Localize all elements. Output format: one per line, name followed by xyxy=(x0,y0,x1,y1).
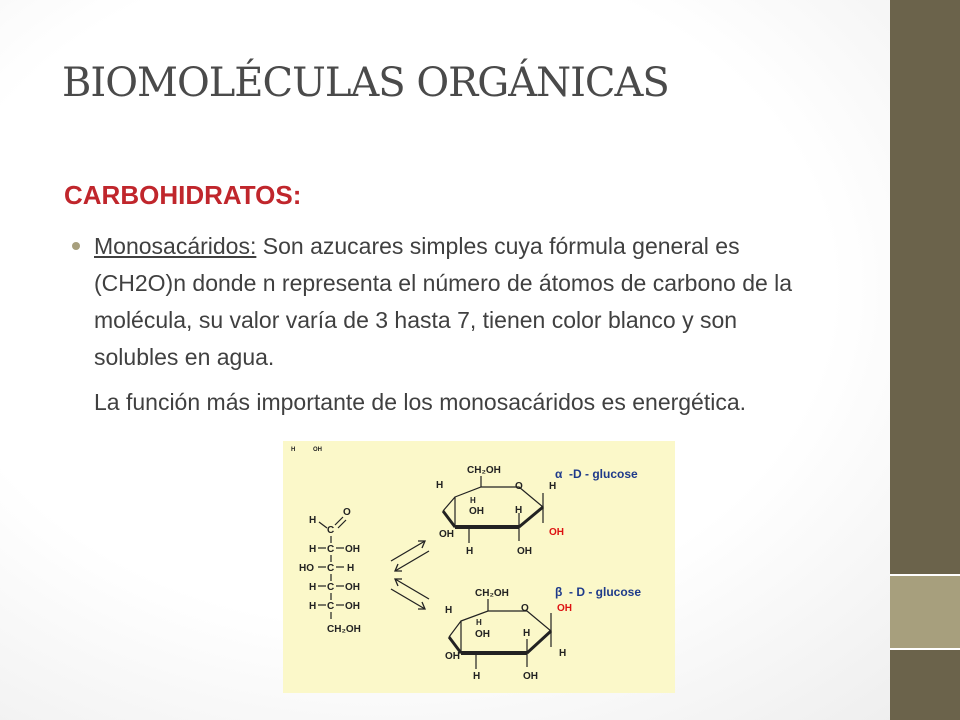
c2-h: H xyxy=(309,544,317,555)
section-heading: CARBOHIDRATOS: xyxy=(64,180,302,210)
bullet-text: Son azucares simples cuya fórmula general es (CH2O)n donde n representa el número de átomos de carbono de la molécula, su valor varía de 3 hasta 7, tienen color blanco y son solubles en agua. xyxy=(94,233,793,370)
sidebar-accent-band xyxy=(890,576,960,648)
alpha-h: H xyxy=(515,505,523,516)
alpha-ch2oh: CH₂OH xyxy=(467,465,501,476)
glucose-structures-figure xyxy=(283,441,675,693)
bullet-paragraph xyxy=(94,228,794,376)
sidebar-divider xyxy=(890,648,960,650)
beta-h: H xyxy=(476,618,482,627)
alpha-oh: OH xyxy=(439,529,454,540)
alpha-glucose-label: -D - glucose xyxy=(569,467,638,481)
beta-ring-o: O xyxy=(521,603,529,614)
c5-oh: OH xyxy=(345,601,360,612)
alpha-h: H xyxy=(470,496,476,505)
beta-oh: OH xyxy=(445,651,460,662)
beta-oh: OH xyxy=(475,629,490,640)
c3-ho: HO xyxy=(299,563,314,574)
aldehyde-o: O xyxy=(343,507,351,518)
c3-h: H xyxy=(347,563,355,574)
beta-anomeric-oh: OH xyxy=(557,603,572,614)
bullet-icon xyxy=(72,242,80,250)
beta-h: H xyxy=(473,671,481,682)
alpha-oh: OH xyxy=(517,546,532,557)
beta-glucose-ring xyxy=(445,585,641,682)
alpha-h: H xyxy=(466,546,474,557)
arrow-back-beta xyxy=(395,579,429,599)
c6-ch2oh: CH₂OH xyxy=(327,624,361,635)
alpha-ring-o: O xyxy=(515,481,523,492)
beta-glucose-label: - D - glucose xyxy=(569,585,642,599)
alpha-glucose-ring xyxy=(436,465,638,557)
c4-h: H xyxy=(309,582,317,593)
beta-h: H xyxy=(445,605,453,616)
aldehyde-h: H xyxy=(309,515,317,526)
carbon-4: C xyxy=(327,582,335,593)
beta-h: H xyxy=(523,628,531,639)
alpha-h: H xyxy=(436,480,444,491)
arrow-back-alpha xyxy=(395,551,429,571)
beta-symbol: β xyxy=(555,585,563,599)
sidebar-decoration xyxy=(890,0,960,720)
alpha-symbol: α xyxy=(555,467,563,481)
carbon-2: C xyxy=(327,544,335,555)
c5-h: H xyxy=(309,601,317,612)
alpha-oh: OH xyxy=(469,506,484,517)
arrow-forward-alpha xyxy=(391,541,425,561)
cropped-header-h: H xyxy=(291,447,296,453)
carbon-1: C xyxy=(327,525,335,536)
carbon-5: C xyxy=(327,601,335,612)
bond xyxy=(319,522,327,528)
body-paragraph: La función más importante de los monosacáridos es energética. xyxy=(94,389,747,415)
bullet-term: Monosacáridos: xyxy=(94,233,257,259)
alpha-anomeric-oh: OH xyxy=(549,527,564,538)
glucose-diagram xyxy=(283,441,675,693)
c4-oh: OH xyxy=(345,582,360,593)
carbon-3: C xyxy=(327,563,335,574)
c2-oh: OH xyxy=(345,544,360,555)
beta-ch2oh: CH₂OH xyxy=(475,588,509,599)
beta-oh: OH xyxy=(523,671,538,682)
beta-h: H xyxy=(559,648,567,659)
arrow-forward-beta xyxy=(391,589,425,609)
slide-body xyxy=(94,228,794,421)
cropped-header-oh: OH xyxy=(313,447,322,453)
slide-title: BIOMOLÉCULAS ORGÁNICAS xyxy=(62,60,669,106)
open-chain-glucose xyxy=(299,507,361,635)
equilibrium-arrows xyxy=(391,541,429,609)
alpha-h: H xyxy=(549,481,557,492)
